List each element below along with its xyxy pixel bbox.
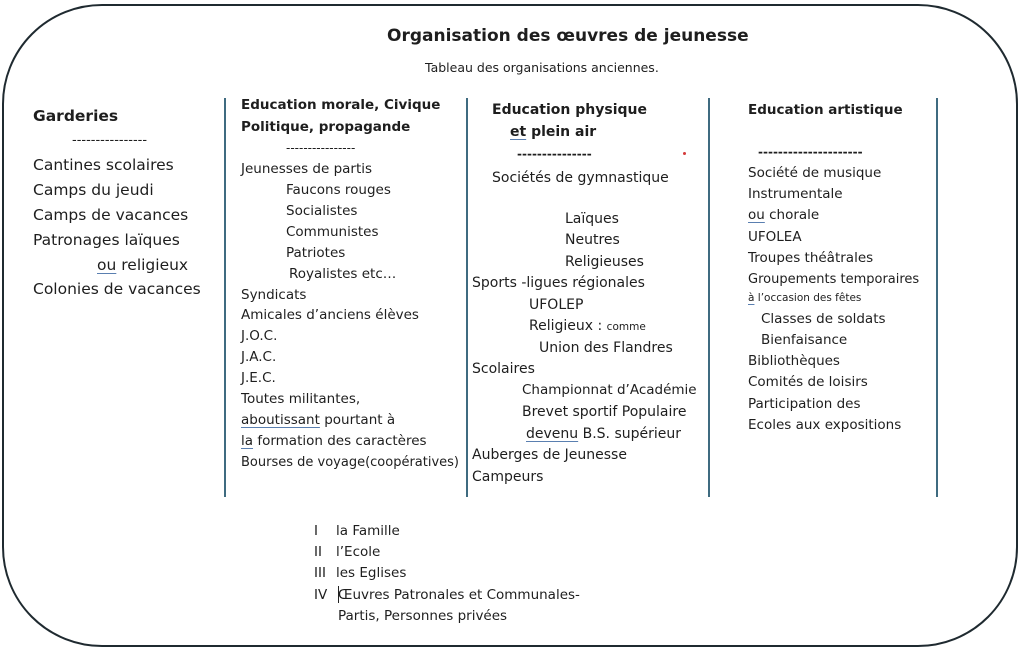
list-item: Cantines scolaires — [33, 156, 174, 174]
list-item: Ecoles aux expositions — [748, 417, 902, 433]
underlined-word: à — [748, 292, 755, 304]
column-heading — [510, 125, 596, 139]
list-item: Comités de loisirs — [748, 374, 868, 390]
list-item: Faucons rouges — [286, 182, 391, 198]
column-divider — [936, 98, 938, 497]
list-item: Bourses de voyage(coopératives) — [241, 455, 460, 470]
page-subtitle: Tableau des organisations anciennes. — [425, 60, 659, 75]
separator: ---------------- — [72, 133, 148, 148]
list-item: Camps de vacances — [33, 206, 189, 224]
list-item — [241, 435, 427, 449]
page-title: Organisation des œuvres de jeunesse — [387, 26, 749, 46]
list-item-text: Religieux : — [529, 318, 603, 334]
underlined-word: aboutissant — [241, 412, 320, 428]
separator: --------------- — [517, 147, 592, 161]
underlined-word: la — [241, 433, 254, 449]
heading-text: plein air — [531, 124, 597, 140]
list-item: Patronages laïques — [33, 231, 180, 249]
separator: --------------------- — [758, 145, 863, 159]
small-note: comme — [606, 321, 646, 333]
red-dot-mark — [683, 152, 686, 155]
list-item-text: formation des caractères — [257, 433, 427, 449]
list-item: Union des Flandres — [539, 340, 673, 356]
column-divider — [708, 98, 710, 497]
list-item — [241, 414, 395, 428]
footer-numeral: IV — [314, 587, 328, 603]
list-item: UFOLEP — [529, 297, 584, 313]
list-item: Classes de soldats — [761, 311, 886, 327]
column-heading: Education artistique — [748, 102, 903, 118]
column-heading: Politique, propagande — [241, 119, 411, 135]
column-divider — [224, 98, 226, 497]
list-item — [97, 258, 188, 274]
list-item: J.A.C. — [241, 349, 277, 365]
list-item: Auberges de Jeunesse — [472, 447, 627, 463]
list-item: J.E.C. — [241, 370, 276, 386]
column-heading: Education morale, Civique — [241, 97, 441, 113]
list-item-text: pourtant à — [324, 412, 396, 428]
footer-item: Œuvres Patronales et Communales- — [338, 587, 580, 603]
list-item: Jeunesses de partis — [241, 161, 373, 177]
list-item: Troupes théâtrales — [748, 250, 874, 266]
list-item: J.O.C. — [241, 328, 278, 344]
list-item: Bienfaisance — [761, 332, 848, 348]
list-item: Instrumentale — [748, 186, 843, 202]
list-item-text: B.S. supérieur — [582, 426, 682, 442]
list-item-text: religieux — [121, 256, 189, 274]
list-item: Neutres — [565, 232, 620, 248]
list-item: Laïques — [565, 211, 619, 227]
footer-item: les Eglises — [336, 565, 407, 581]
column-divider — [466, 98, 468, 497]
list-item — [529, 319, 646, 333]
underlined-word: et — [510, 124, 527, 140]
list-item: Société de musique — [748, 165, 882, 181]
list-item: Sports -ligues régionales — [472, 275, 645, 291]
list-item-text: chorale — [769, 207, 820, 223]
list-item: Participation des — [748, 396, 861, 412]
list-item: Sociétés de gymnastique — [492, 170, 669, 186]
list-item: UFOLEA — [748, 229, 802, 245]
footer-numeral: III — [314, 565, 326, 581]
footer-numeral: I — [314, 523, 318, 539]
list-item-text: l’occasion des fêtes — [757, 292, 862, 304]
list-item: Socialistes — [286, 203, 358, 219]
column-heading: Garderies — [33, 107, 119, 125]
list-item — [748, 293, 861, 304]
list-item — [748, 209, 819, 223]
list-item: Championnat d’Académie — [522, 382, 697, 398]
list-item: Groupements temporaires — [748, 272, 920, 287]
list-item: Camps du jeudi — [33, 181, 154, 199]
list-item: Scolaires — [472, 361, 535, 377]
underlined-word: devenu — [526, 426, 579, 442]
list-item: Brevet sportif Populaire — [522, 404, 687, 420]
list-item: Toutes militantes, — [241, 391, 361, 407]
column-heading: Education physique — [492, 102, 647, 118]
list-item: Bibliothèques — [748, 353, 840, 369]
list-item: Colonies de vacances — [33, 280, 201, 298]
list-item: Campeurs — [472, 469, 544, 485]
list-item: Religieuses — [565, 254, 644, 270]
underlined-word: ou — [97, 256, 117, 274]
list-item: Communistes — [286, 224, 379, 240]
list-item — [526, 427, 681, 441]
footer-item: l’Ecole — [336, 544, 381, 560]
separator: ---------------- — [286, 141, 356, 155]
footer-item: la Famille — [336, 523, 400, 539]
list-item: Amicales d’anciens élèves — [241, 307, 419, 323]
footer-item: Partis, Personnes privées — [338, 608, 508, 624]
list-item: Syndicats — [241, 287, 307, 303]
underlined-word: ou — [748, 207, 765, 223]
list-item: Patriotes — [286, 245, 346, 261]
footer-numeral: II — [314, 544, 322, 560]
list-item: Royalistes etc… — [289, 266, 397, 282]
